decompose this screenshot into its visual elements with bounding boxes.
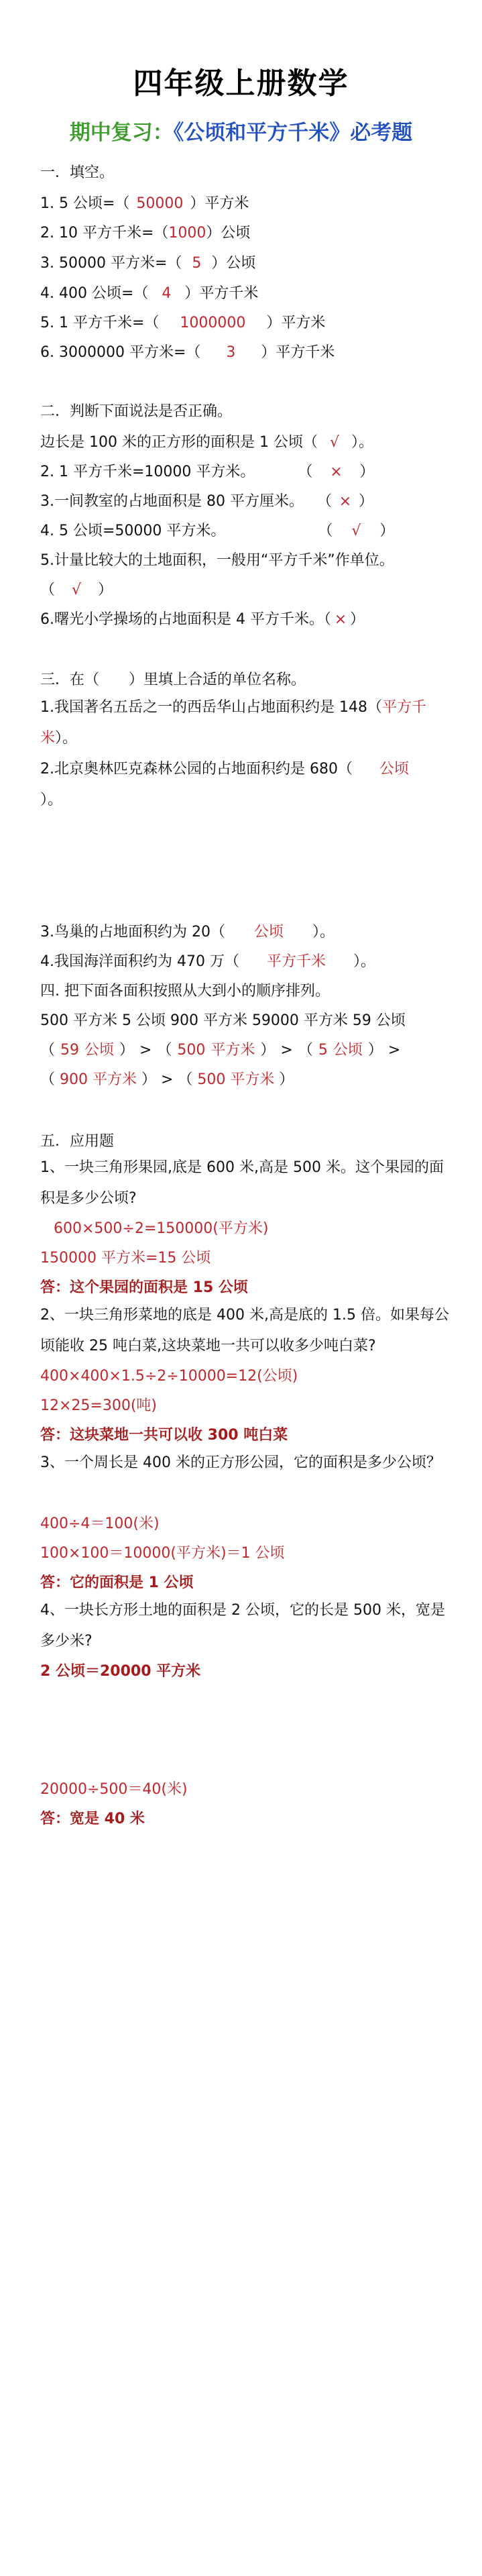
unit-item-3: 3.鸟巢的占地面积约为 20（ 公顷 ）。	[40, 924, 335, 941]
problem-3-question: 3、一个周长是 400 米的正方形公园，它的面积是多少公顷？	[40, 1454, 441, 1471]
page-subtitle	[0, 115, 482, 146]
problem-4-step-2: 20000÷500＝40(米)	[40, 1781, 188, 1798]
problem-3-answer: 答：它的面积是 1 公顷	[40, 1574, 194, 1591]
fill-item-4: 4. 400 公顷=（ 4 ）平方千米	[40, 285, 259, 302]
fill-item-6: 6. 3000000 平方米=（ 3 ）平方千米	[40, 344, 335, 361]
problem-1-question: 1、一块三角形果园,底是 600 米,高是 500 米。这个果园的面积是多少公顷?	[40, 1159, 444, 1207]
judge-item-5-answer: （ √ ）	[40, 582, 113, 598]
problem-1-step-2: 150000 平方米=15 公顷	[40, 1250, 211, 1267]
section-1-heading: 一．填空。	[40, 164, 115, 181]
problem-1-step-1: 600×500÷2=150000(平方米)	[54, 1220, 269, 1237]
problem-2-question: 2、一块三角形菜地的底是 400 米,高是底的 1.5 倍。如果每公顷能收 25 吨白菜,这块菜地一共可以收多少吨白菜?	[40, 1307, 449, 1354]
section-2-heading: 二．判断下面说法是否正确。	[40, 403, 233, 420]
problem-4-question: 4、一块长方形土地的面积是 2 公顷，它的长是 500 米，宽是多少米?	[40, 1602, 445, 1650]
unit-item-2: 2.北京奥林匹克森林公园的占地面积约是 680（ 公顷）。	[40, 761, 409, 808]
section-3-heading: 三．在（ ）里填上合适的单位名称。	[40, 672, 306, 688]
fill-item-3: 3. 50000 平方米=（ 5 ）公顷	[40, 255, 256, 272]
problem-2-step-2: 12×25=300(吨)	[40, 1397, 158, 1414]
subtitle-prefix: 期中复习：	[69, 121, 174, 145]
problem-3-step-1: 400÷4＝100(米)	[40, 1515, 160, 1532]
judge-item-2: 2. 1 平方千米=10000 平方米。 （ × ）	[40, 464, 375, 480]
judge-item-5: 5.计量比较大的土地面积，一般用“平方千米”作单位。	[40, 552, 394, 569]
unit-item-1: 1.我国著名五岳之一的西岳华山占地面积约是 148（平方千米）。	[40, 699, 426, 747]
problem-1-answer: 答：这个果园的面积是 15 公顷	[40, 1279, 248, 1296]
judge-item-1: 边长是 100 米的正方形的面积是 1 公顷（ √ ）。	[40, 434, 373, 451]
section-4-heading: 四. 把下面各面积按照从大到小的顺序排列。	[40, 983, 330, 1000]
fill-item-1: 1. 5 公顷=（ 50000 ）平方米	[40, 195, 249, 212]
page-title: 四年级上册数学	[133, 66, 349, 101]
subtitle-main: 《公顷和平方千米》必考题	[173, 121, 413, 145]
judge-item-4: 4. 5 公顷=50000 平方米。 （ √ ）	[40, 523, 395, 539]
area-order-line-2: （ 900 平方米 ） > （ 500 平方米 ）	[40, 1071, 294, 1088]
area-values-line: 500 平方米 5 公顷 900 平方米 59000 平方米 59 公顷	[40, 1012, 406, 1029]
section-5-heading: 五．应用题	[40, 1133, 115, 1150]
area-order-line-1: （ 59 公顷 ） > （ 500 平方米 ） > （ 5 公顷 ） >	[40, 1042, 401, 1059]
fill-item-2: 2. 10 平方千米=（1000）公顷	[40, 225, 251, 241]
judge-item-3: 3.一间教室的占地面积是 80 平方厘米。 （ × ）	[40, 493, 374, 510]
problem-2-step-1: 400×400×1.5÷2÷10000=12(公顷)	[40, 1368, 298, 1385]
problem-2-answer: 答：这块菜地一共可以收 300 吨白菜	[40, 1427, 288, 1444]
unit-item-4: 4.我国海洋面积约为 470 万（ 平方千米 ）。	[40, 953, 375, 970]
problem-3-step-2: 100×100＝10000(平方米)＝1 公顷	[40, 1545, 285, 1562]
fill-item-5: 5. 1 平方千米=（ 1000000 ）平方米	[40, 315, 326, 331]
problem-4-step-1: 2 公顷＝20000 平方米	[40, 1663, 201, 1680]
judge-item-6: 6.曙光小学操场的占地面积是 4 平方千米。（ × ）	[40, 611, 365, 628]
problem-4-answer: 答：宽是 40 米	[40, 1811, 145, 1827]
